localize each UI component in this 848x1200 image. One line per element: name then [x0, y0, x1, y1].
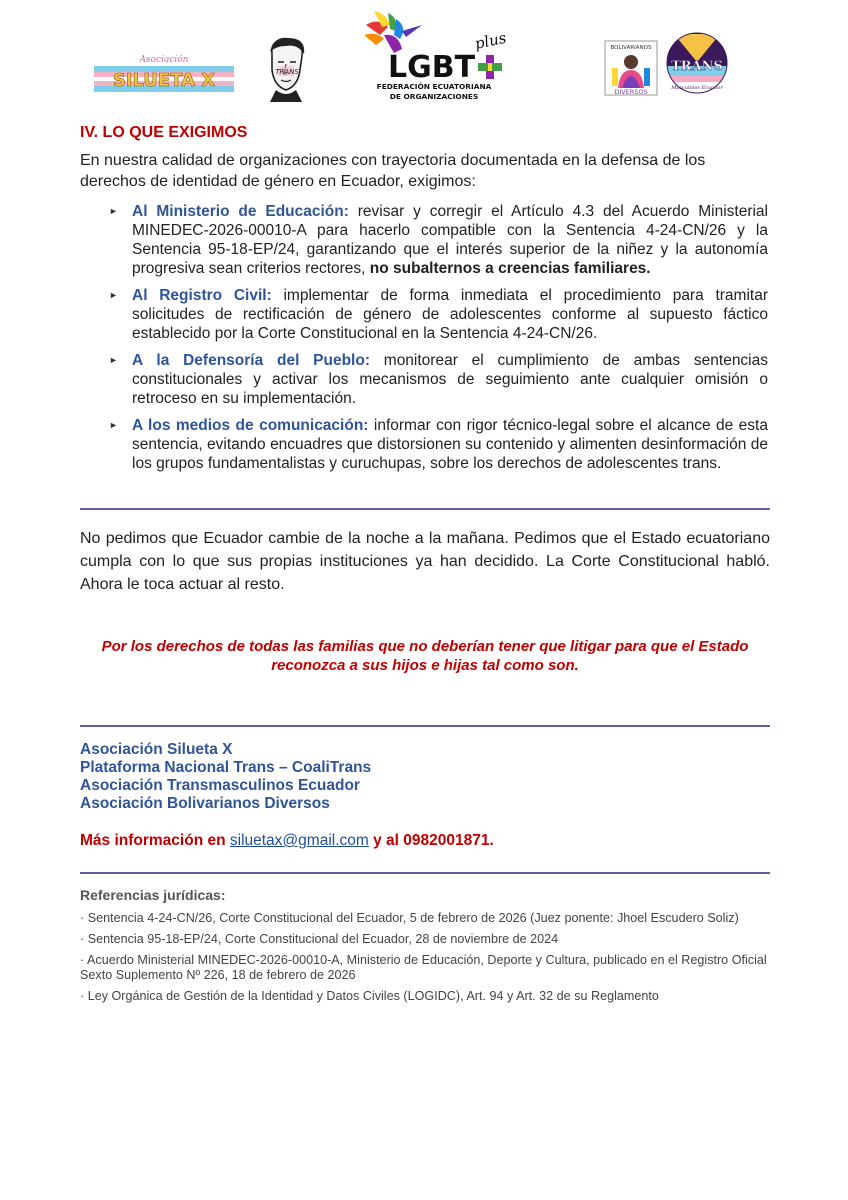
demand-item	[109, 202, 768, 278]
demand-text: revisar y corregir el Artículo 4.3 del Acuerdo Ministerial MINEDEC-2026-00010-A para hacerlo compatible con la Sentencia 4-24-CN/26 y la Sentencia 95-18-EP/24, garantizando que el interés superior de la niñez y la autonomía progresiva sean criterios rectores,	[132, 203, 768, 277]
lgbt-line1: FEDERACIÓN ECUATORIANA	[376, 82, 492, 91]
demand-item	[109, 416, 768, 473]
motto-line2: reconozca a sus hijos e hijas tal como son.	[271, 657, 579, 674]
demand-lead: A los medios de comunicación:	[132, 417, 369, 434]
organization-name: Plataforma Nacional Trans – CoaliTrans	[80, 759, 372, 776]
closing-paragraph: No pedimos que Ecuador cambie de la noche a la mañana. Pedimos que el Estado ecuatoriano cumpla con lo que sus propias instituciones ya han decidido. La Corte Constitucional habló. Ahora le toca actuar al resto.	[80, 530, 770, 593]
lgbt-line2: DE ORGANIZACIONES	[389, 92, 479, 101]
bolivarianos-top-text: BOLIVARIANOS	[610, 45, 652, 51]
references-title: Referencias jurídicas:	[80, 887, 226, 903]
bolivarianos-bottom-text: DIVERSOS	[614, 88, 648, 96]
reference-item: · Acuerdo Ministerial MINEDEC-2026-00010-A, Ministerio de Educación, Deporte y Cultura, publicado en el Registro Oficial Sexto Suplemento Nº 226, 18 de febrero de 2026	[80, 953, 767, 982]
organization-name: Asociación Transmasculinos Ecuador	[80, 777, 360, 794]
motto	[80, 637, 770, 675]
demand-text: implementar de forma inmediata el procedimiento para tramitar solicitudes de rectificación de género de adolescentes conforme al supuesto fáctico establecido por la Corte Constitucional en la Sentencia 4-24-CN/26.	[132, 287, 768, 342]
section-title: IV. LO QUE EXIGIMOS	[80, 124, 248, 141]
reference-item: · Sentencia 4-24-CN/26, Corte Constitucional del Ecuador, 5 de febrero de 2026 (Juez ponente: Jhoel Escudero Soliz)	[80, 911, 739, 925]
reference-item: · Ley Orgánica de Gestión de la Identidad y Datos Civiles (LOGIDC), Art. 94 y Art. 32 de su Reglamento	[80, 989, 659, 1003]
silueta-main-text: SILUETA X	[112, 70, 216, 91]
reference-item: · Sentencia 95-18-EP/24, Corte Constitucional del Ecuador, 28 de noviembre de 2024	[80, 932, 559, 946]
demand-emphasis: no subalternos a creencias familiares.	[369, 260, 651, 277]
bullet-icon: ►	[109, 290, 118, 300]
references	[80, 887, 770, 1010]
bullet-icon: ►	[109, 420, 118, 430]
demand-text: monitorear el cumplimiento de ambas sentencias constitucionales y activar los mecanismos de seguimiento ante cualquier omisión o retroceso en su implementación.	[132, 352, 768, 407]
document-body	[80, 124, 768, 481]
trans-circle-main: TRANS	[671, 59, 723, 74]
contact-prefix: Más información en	[80, 832, 230, 849]
lgbt-plus-word: plus	[473, 28, 508, 53]
silueta-small-text: Asociación	[139, 55, 189, 65]
demand-lead: Al Ministerio de Educación:	[132, 203, 349, 220]
logo-header	[0, 0, 848, 120]
demand-lead: A la Defensoría del Pueblo:	[132, 352, 370, 369]
motto-line1: Por los derechos de todas las familias que no deberían tener que litigar para que el Estado	[101, 638, 749, 655]
section-intro: En nuestra calidad de organizaciones con trayectoria documentada en la defensa de los derechos de identidad de género en Ecuador, exigimos:	[80, 152, 706, 190]
lgbt-federation-logo	[358, 5, 514, 105]
demand-item	[109, 286, 768, 343]
divider	[80, 872, 770, 874]
trans-circle-sub: Masculinos Ecuador	[671, 85, 723, 91]
organization-name: Asociación Silueta X	[80, 741, 233, 758]
bullet-icon: ►	[109, 206, 118, 216]
organization-name: Asociación Bolivarianos Diversos	[80, 795, 330, 812]
bullet-icon: ►	[109, 355, 118, 365]
demand-item	[109, 351, 768, 408]
contact-middle: y al	[368, 832, 404, 849]
contact-info	[80, 832, 494, 850]
demand-text: informar con rigor técnico-legal sobre el alcance de esta sentencia, evitando encuadres que distorsionen su contenido y alimenten desinformación de los grupos fundamentalistas y curuchupas, sobre los derechos de adolescentes trans.	[132, 417, 768, 472]
divider	[80, 725, 770, 727]
demand-lead: Al Registro Civil:	[132, 287, 272, 304]
silueta-x-logo	[92, 50, 236, 96]
contact-phone: 0982001871.	[403, 832, 494, 849]
lgbt-main-text: LGBT	[388, 50, 476, 85]
trans-face-label: TRANS	[275, 68, 299, 76]
trans-face-logo	[262, 36, 310, 102]
email-link[interactable]: siluetax@gmail.com	[229, 832, 369, 849]
bolivarianos-diversos-logo	[604, 40, 658, 96]
transmasculinos-logo	[666, 32, 728, 94]
demands-list	[109, 202, 768, 473]
divider	[80, 508, 770, 510]
organizations-list	[80, 741, 371, 813]
